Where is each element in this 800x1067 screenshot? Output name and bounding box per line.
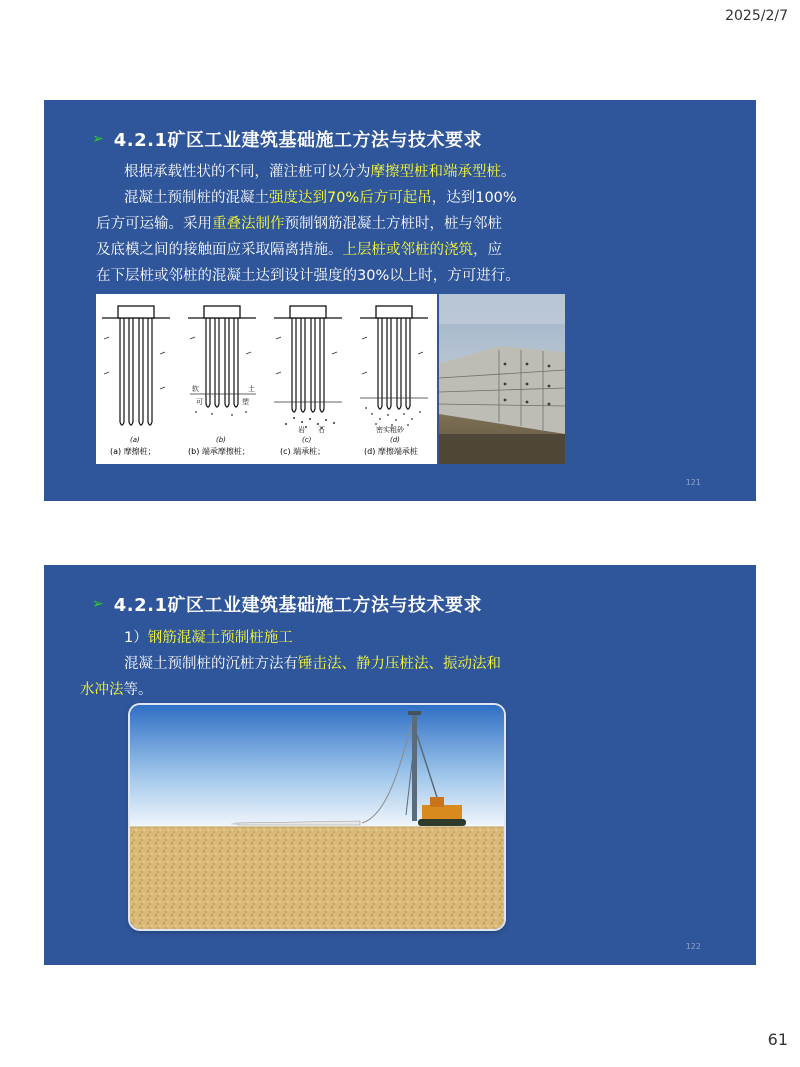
text-segment: 根据承载性状的不同，灌注桩可以分为 xyxy=(124,164,371,180)
page-number: 61 xyxy=(767,1030,788,1049)
highlight-text: 水冲法 xyxy=(80,682,124,698)
text-segment: 。 xyxy=(501,164,516,180)
figure-caption: (d) 摩擦端承桩 xyxy=(364,447,418,456)
soil-label: 岩 xyxy=(298,426,305,434)
text-segment: 及底模之间的接触面应采取隔离措施。 xyxy=(96,242,343,258)
text-segment: 混凝土预制桩的混凝土 xyxy=(124,190,269,206)
slide-122 xyxy=(44,565,756,965)
highlight-text: 重叠法制作 xyxy=(212,216,285,232)
figure-letter: (c) xyxy=(302,436,312,444)
soil-label: 软 xyxy=(192,385,199,393)
soil-label: 塑 xyxy=(242,398,249,406)
highlight-text: 上层桩或邻桩的浇筑 xyxy=(342,242,473,258)
figure-caption: (c) 端承桩； xyxy=(280,447,326,456)
body-line-4 xyxy=(96,237,502,263)
text-segment: 后方可运输。采用 xyxy=(96,216,212,232)
text-segment: 1） xyxy=(124,630,148,646)
body-line-3 xyxy=(96,211,502,237)
precast-piles-photo-drawing xyxy=(439,294,565,464)
text-segment: 等。 xyxy=(123,682,153,698)
text-segment: 预制钢筋混凝土方桩时，桩与邻桩 xyxy=(284,216,502,232)
page-date: 2025/2/7 xyxy=(725,8,788,24)
figure-letter: (a) xyxy=(130,436,140,444)
slide-title-row xyxy=(92,591,482,617)
arrow-bullet-icon: ➢ xyxy=(92,596,104,612)
soil-label: 土 xyxy=(248,385,255,393)
figure-letter: (b) xyxy=(216,436,226,444)
text-segment: 混凝土预制桩的沉桩方法有 xyxy=(124,656,298,672)
text-segment: ，达到100% xyxy=(431,190,517,206)
body-line-5: 在下层桩或邻桩的混凝土达到设计强度的30%以上时，方可进行。 xyxy=(96,268,520,284)
figure-caption: (b) 端承摩擦桩； xyxy=(188,447,250,456)
pile-diagram-drawing xyxy=(96,294,437,464)
pile-types-diagram xyxy=(96,294,437,464)
slide-121 xyxy=(44,100,756,501)
arrow-bullet-icon: ➢ xyxy=(92,131,104,147)
highlight-text: 锤击法、静力压桩法、振动法和 xyxy=(298,656,501,672)
slide-number: 122 xyxy=(685,942,701,951)
soil-label: 石 xyxy=(318,426,325,434)
highlight-text: 强度达到70%后方可起吊 xyxy=(269,190,432,206)
soil-label: 可 xyxy=(196,398,203,406)
slide-number: 121 xyxy=(685,478,701,487)
body-line-2 xyxy=(124,651,501,677)
pile-driving-drawing xyxy=(130,705,504,929)
slide-title: 4.2.1矿区工业建筑基础施工方法与技术要求 xyxy=(113,595,482,616)
precast-piles-photo xyxy=(439,294,565,464)
slide-title-row xyxy=(92,126,482,152)
body-line-1 xyxy=(124,159,516,185)
pile-driving-illustration xyxy=(130,705,504,929)
body-line-2 xyxy=(124,185,517,211)
highlight-text: 钢筋混凝土预制桩施工 xyxy=(147,630,293,646)
body-line-3 xyxy=(80,677,153,703)
figure-caption: (a) 摩擦桩； xyxy=(110,447,156,456)
figure-letter: (d) xyxy=(390,436,400,444)
slide-title: 4.2.1矿区工业建筑基础施工方法与技术要求 xyxy=(113,130,482,151)
highlight-text: 摩擦型桩和端承型桩 xyxy=(370,164,501,180)
soil-label: 密实粗砂 xyxy=(376,426,404,434)
text-segment: ，应 xyxy=(473,242,502,258)
body-line-1 xyxy=(124,625,293,651)
